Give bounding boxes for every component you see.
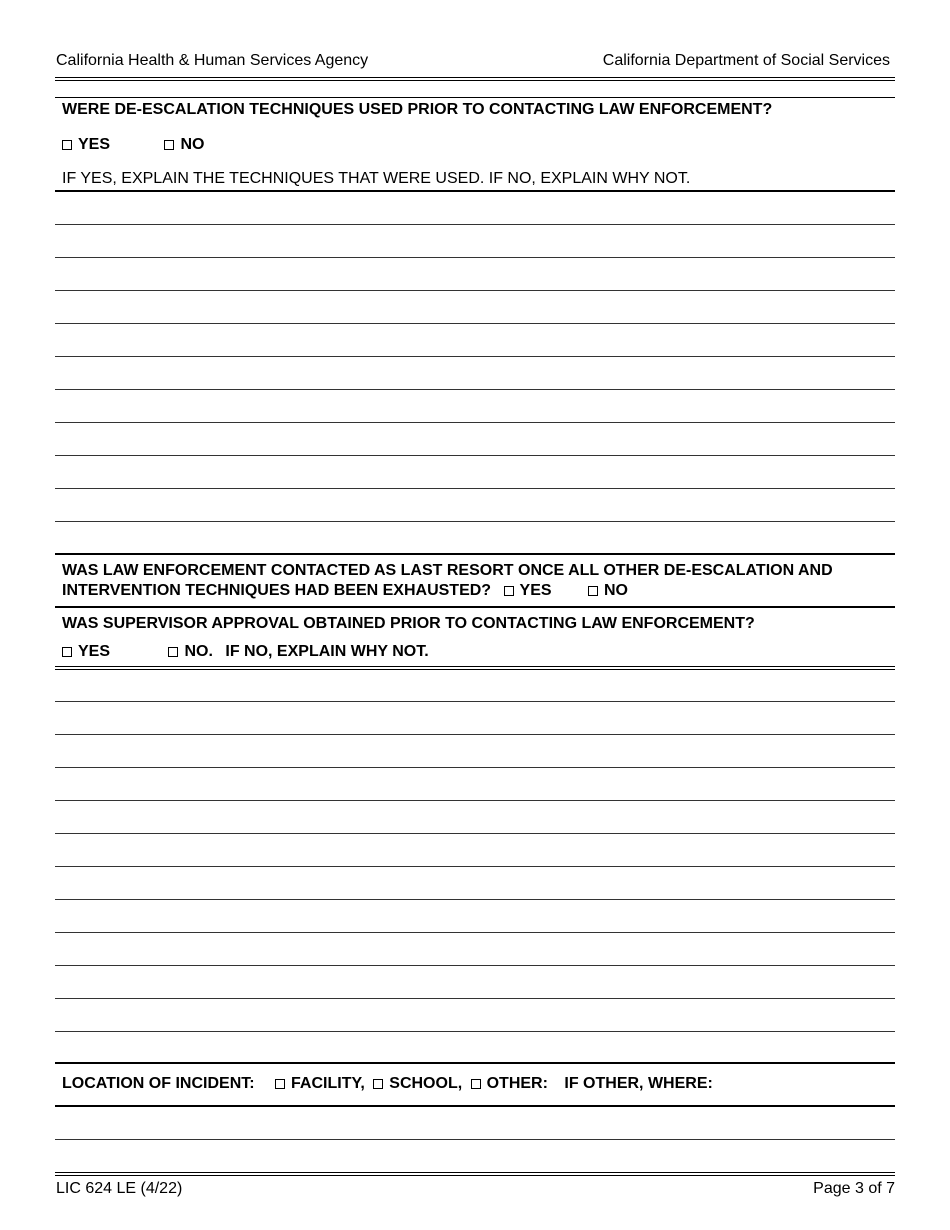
- location-facility-option[interactable]: [275, 1075, 365, 1093]
- answer-line: [55, 356, 895, 357]
- q3-no-label: NO.: [184, 643, 213, 660]
- q2-question-line1: WAS LAW ENFORCEMENT CONTACTED AS LAST RESORT ONCE ALL OTHER DE-ESCALATION AND: [62, 562, 833, 579]
- q1-options: [62, 136, 204, 154]
- answer-line: [55, 669, 895, 670]
- q3-yes-label: YES: [78, 643, 111, 660]
- answer-line: [55, 190, 895, 192]
- answer-line: [55, 932, 895, 933]
- answer-line: [55, 257, 895, 258]
- q3-instruction: IF NO, EXPLAIN WHY NOT.: [225, 643, 429, 660]
- location-school-label: SCHOOL,: [389, 1075, 463, 1092]
- header-agency: California Health & Human Services Agency: [56, 52, 369, 69]
- answer-line: [55, 1105, 895, 1107]
- answer-line: [55, 290, 895, 291]
- q2-no-label: NO: [604, 582, 628, 599]
- answer-line: [55, 422, 895, 423]
- footer-form-number: LIC 624 LE (4/22): [56, 1180, 183, 1197]
- location-row: [62, 1075, 713, 1093]
- answer-line: [55, 965, 895, 966]
- answer-line: [55, 701, 895, 702]
- answer-line: [55, 899, 895, 900]
- q2-yes-option[interactable]: [504, 582, 552, 600]
- checkbox-icon[interactable]: [471, 1079, 481, 1089]
- q1-yes-option[interactable]: [62, 136, 110, 154]
- answer-line: [55, 734, 895, 735]
- answer-line: [55, 666, 895, 667]
- q3-yes-option[interactable]: [62, 643, 110, 661]
- answer-line: [55, 488, 895, 489]
- header-department: California Department of Social Services: [602, 52, 890, 69]
- answer-line: [55, 521, 895, 522]
- checkbox-icon[interactable]: [504, 586, 514, 596]
- location-school-option[interactable]: [373, 1075, 462, 1093]
- checkbox-icon[interactable]: [588, 586, 598, 596]
- footer-rule-top: [55, 1172, 895, 1173]
- q2-question-line2-row: [62, 582, 628, 600]
- checkbox-icon[interactable]: [62, 140, 72, 150]
- answer-line: [55, 455, 895, 456]
- answer-line: [55, 1031, 895, 1032]
- answer-line: [55, 833, 895, 834]
- answer-line: [55, 389, 895, 390]
- answer-line: [55, 800, 895, 801]
- location-other-label: OTHER:: [486, 1075, 548, 1092]
- footer-rule-bottom: [55, 1175, 895, 1176]
- checkbox-icon[interactable]: [62, 647, 72, 657]
- q1-no-label: NO: [180, 136, 205, 153]
- q2-question-line2: INTERVENTION TECHNIQUES HAD BEEN EXHAUSTED?: [62, 582, 492, 599]
- location-facility-label: FACILITY,: [291, 1075, 365, 1092]
- q2-top-rule: [55, 553, 895, 555]
- location-label: LOCATION OF INCIDENT:: [62, 1075, 255, 1092]
- checkbox-icon[interactable]: [275, 1079, 285, 1089]
- q1-question: WERE DE-ESCALATION TECHNIQUES USED PRIOR TO CONTACTING LAW ENFORCEMENT?: [62, 101, 773, 118]
- location-top-rule: [55, 1062, 895, 1064]
- answer-line: [55, 224, 895, 225]
- answer-line: [55, 323, 895, 324]
- q3-options: [62, 643, 429, 661]
- answer-line: [55, 1139, 895, 1140]
- checkbox-icon[interactable]: [373, 1079, 383, 1089]
- q1-no-option[interactable]: [164, 136, 204, 154]
- q1-instruction: IF YES, EXPLAIN THE TECHNIQUES THAT WERE USED. IF NO, EXPLAIN WHY NOT.: [62, 170, 691, 187]
- q2-yes-label: YES: [519, 582, 552, 599]
- q3-top-rule: [55, 606, 895, 608]
- answer-line: [55, 998, 895, 999]
- q3-question: WAS SUPERVISOR APPROVAL OBTAINED PRIOR TO CONTACTING LAW ENFORCEMENT?: [62, 615, 755, 632]
- location-where-label: IF OTHER, WHERE:: [564, 1075, 713, 1092]
- q3-no-option[interactable]: [168, 643, 212, 661]
- q2-no-option[interactable]: [588, 582, 628, 600]
- answer-line: [55, 866, 895, 867]
- header-rule-top: [55, 77, 895, 78]
- answer-line: [55, 767, 895, 768]
- checkbox-icon[interactable]: [164, 140, 174, 150]
- q1-yes-label: YES: [78, 136, 111, 153]
- checkbox-icon[interactable]: [168, 647, 178, 657]
- footer-page-number: Page 3 of 7: [813, 1180, 895, 1197]
- location-other-option[interactable]: [471, 1075, 548, 1093]
- header-rule-bottom: [55, 80, 895, 81]
- q1-top-rule: [55, 97, 895, 98]
